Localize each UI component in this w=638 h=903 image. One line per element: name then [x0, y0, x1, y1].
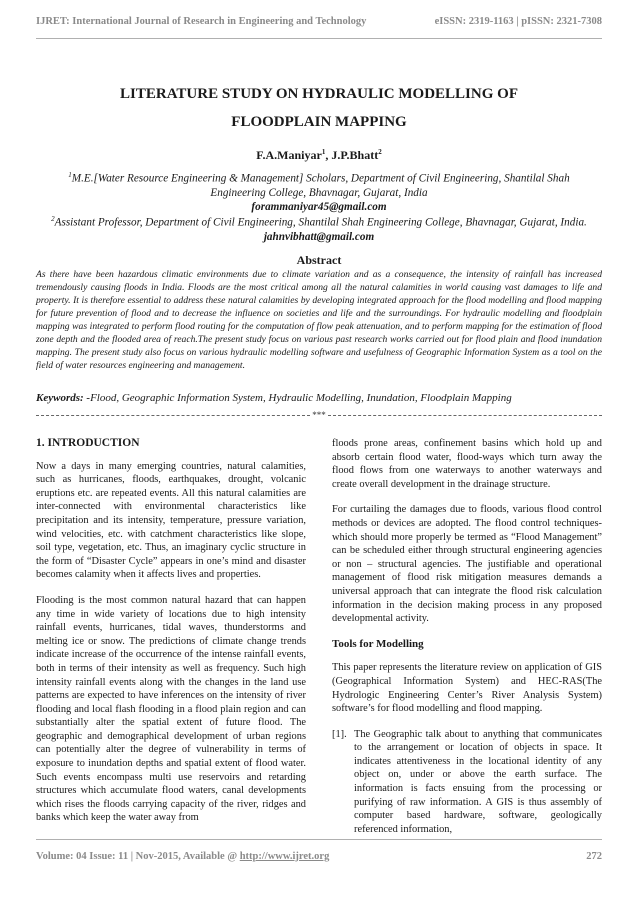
- keywords: [36, 392, 602, 404]
- separator-stars: ***: [312, 410, 326, 420]
- separator-dash-right: [328, 415, 602, 416]
- list-item: [332, 728, 602, 837]
- author-2-email[interactable]: jahnvibhatt@gmail.com: [263, 230, 375, 243]
- right-paragraph-3: This paper represents the literature review on application of GIS (Geographical Information System) and HEC-RAS(The Hydrologic Engineering Center’s River Analysis System) software’s for flood modelling and flood mapping.: [332, 662, 602, 715]
- affiliation-1-sup: 1: [68, 171, 72, 179]
- intro-paragraph-1: Now a days in many emerging countries, natural calamities, such as hurricanes, floods, earthquakes, drought, volcanic eruptions etc. are repeated events. All this natural calamities are inter-connected with environmental characteristics like precipitation and its intensity, temperature, pressure variation, wind velocities, etc. with catchment characteristics like slope, soil type, vegetation, etc. Thus, an imaginary cyclic structure in the form of “Disaster Cycle” appears in one’s mind and disaster becomes calamity when it affects lives and properties.: [36, 460, 306, 581]
- running-header: [36, 16, 602, 32]
- tools-heading: Tools for Modelling: [332, 637, 424, 650]
- abstract-text: As there have been hazardous climatic environments due to climate variation and as a consequence, the intensity of rainfall has increased tremendously causing floods in India. Floods are the most critical among all the natural calamities in world causing vast damages to life and property. It is therefore essential to address these natural calamities by developing integrated approach for the flood modelling and flood mapping for future prevention of flood and to decrease the influence on societies and life and the surroundings. For hydraulic modelling and floodplain mapping was integrated to perform flood routing for the computation of flow peak attenuation, and to perform mapping for the estimation of flood zone depth and the flooded area of reach.The present study focus on various past research works carried out for flood plain and flood inundation mapping. The present study also focus on various hydraulic modelling software and usefulness of Geographic Information System as a tool on the field of water resources engineering and management.: [36, 269, 602, 371]
- journal-name: IJRET: International Journal of Research in Engineering and Technology: [36, 16, 367, 27]
- affiliation-1: [40, 168, 598, 214]
- right-column: [332, 437, 602, 836]
- footer-text: Volume: 04 Issue: 11 | Nov-2015, Available @: [36, 851, 240, 862]
- keywords-text: Flood, Geographic Information System, Hydraulic Modelling, Inundation, Floodplain Mapping: [90, 392, 512, 404]
- issn-info: eISSN: 2319-1163 | pISSN: 2321-7308: [434, 16, 602, 27]
- footer-volume-info: [36, 851, 329, 862]
- keywords-label: Keywords: -: [36, 392, 91, 404]
- author-name-2: , J.P.Bhatt: [325, 148, 379, 162]
- intro-paragraph-2: Flooding is the most common natural hazard that can happen any time in wide variety of locations due to high intensity rainfall events, hurricanes, tidal waves, thunderstorms and melting ice or snow. The predictions of climate change trends indicate increase of the occurrence of the intense rainfall events, both in terms of their intensity as well as frequency. Such high intensity rainfall events along with the changes in the land use patterns are expected to have inferences on the intensity of river flooding and local flash flooding in a flood plain region and can substantially alter the spatial extent of future flood. The geographic and demographical development of urban regions can potentially alter the degree of vulnerability in terms of exposure to inundation depths and spatial extent of flood water. Such events encompass multi use reservoirs and retarding structures which accumulate flood waters, canal developments which rises the floods carrying capacity of the river, ridges and banks which keep the water away from: [36, 594, 306, 824]
- author-name-1: F.A.Maniyar: [256, 148, 322, 162]
- right-paragraph-2: For curtailing the damages due to floods, various flood control methods or devices are adopted. The flood control techniques- which should more properly be termed as “Flood Management” can be scheduled either through structural engineering agencies or non – structural agencies. The justifiable and operational management of flood risk mitigation measures demands a universal approach that can integrate the flood risk calculation information in the decision making process in any proposed developmental activity.: [332, 504, 602, 625]
- affiliation-2-text: Assistant Professor, Department of Civil Engineering, Shantilal Shah Engineering College, Bhavnagar, Gujarat, India.: [54, 216, 587, 229]
- title-line-2: FLOODPLAIN MAPPING: [231, 114, 407, 130]
- author-sup-1: 1: [321, 148, 326, 156]
- list-item-text: The Geographic talk about to anything that communicates to the arrangement or location of objects in space. It indicates attentiveness in the locational identity of any object on, under or above the earth surface. The information is facts ensuing from the processing or purifying of raw information. A GIS is thus assembly of computer based hardware, software, geologically referenced information,: [354, 728, 602, 835]
- header-divider: [36, 38, 602, 39]
- journal-link[interactable]: http://www.ijret.org: [239, 851, 330, 862]
- page-number: 272: [586, 851, 602, 862]
- affiliation-2-sup: 2: [51, 215, 55, 223]
- author-1-email[interactable]: forammaniyar45@gmail.com: [251, 200, 387, 213]
- abstract-heading: Abstract: [296, 253, 342, 267]
- introduction-heading: 1. INTRODUCTION: [36, 437, 140, 449]
- running-footer: [36, 851, 602, 862]
- author-sup-2: 2: [378, 148, 382, 156]
- list-item-number: [1].: [332, 728, 347, 740]
- right-paragraph-1: floods prone areas, confinement basins which hold up and absorb certain flood water, flood-ways which turn away the flood flows from one waterways to another waterways and create overall development in the drainage structure.: [332, 438, 602, 490]
- title-line-1: LITERATURE STUDY ON HYDRAULIC MODELLING OF: [120, 86, 518, 102]
- affiliation-2: [40, 212, 598, 244]
- footer-divider: [36, 839, 602, 840]
- affiliation-1-text: M.E.[Water Resource Engineering & Management] Scholars, Department of Civil Engineering, Shantilal Shah Engineering College, Bhavnagar, Gujarat, India: [71, 172, 570, 199]
- separator-dash-left: [36, 415, 310, 416]
- left-column: [36, 437, 306, 837]
- section-separator: [36, 409, 602, 421]
- paper-title: [36, 80, 602, 136]
- author-list: [36, 148, 602, 163]
